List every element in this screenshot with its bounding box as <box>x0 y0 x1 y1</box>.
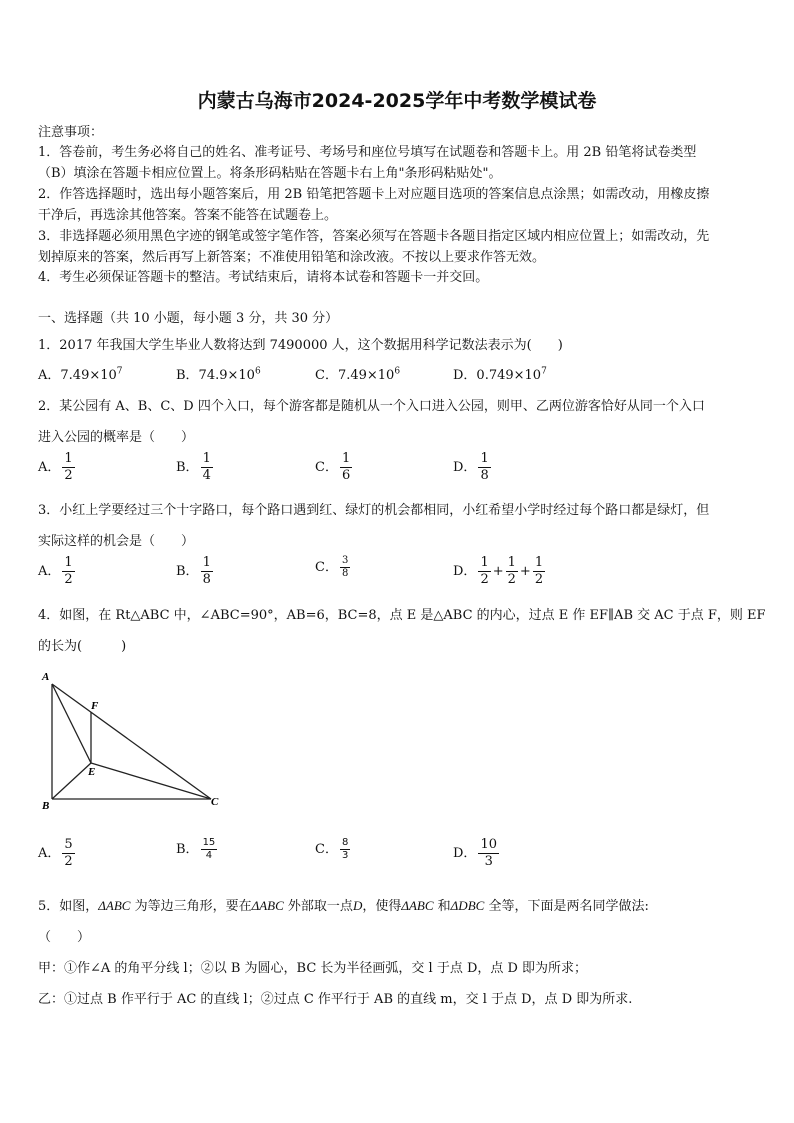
q1-option-a: A．$7.49\times 10^7$ <box>38 366 123 383</box>
notice-heading: 注意事项： <box>38 125 104 140</box>
page-title: 内蒙古乌海市2024-2025学年中考数学模试卷 <box>197 90 597 112</box>
q2-option-d: D． $\frac{1}{8}$ <box>453 451 489 483</box>
question-2-stem: 进入公园的概率是（ ） <box>38 430 195 445</box>
notice-line: 4．考生必须保证答题卡的整洁。考试结束后，请将本试卷和答题卡一并交回。 <box>38 270 489 285</box>
triangle-figure <box>36 668 226 813</box>
notice-line: 划掉原来的答案，然后再写上新答案；不准使用铅笔和涂改液。不按以上要求作答无效。 <box>38 250 546 265</box>
notice-line: 2．作答选择题时，选出每小题答案后，用 2B 铅笔把答题卡上对应题目选项的答案信息点涂黑；如需改动，用橡皮擦 <box>38 187 710 202</box>
question-4-stem: 的长为( ) <box>38 639 127 654</box>
label-a: A <box>42 671 50 683</box>
question-3-stem: 实际这样的机会是（ ） <box>38 534 195 549</box>
q3-option-c: C． $\frac{3}{8}$ <box>315 555 349 579</box>
notice-line: 3．非选择题必须用黑色字迹的钢笔或签字笔作答，答案必须写在答题卡各题目指定区域内相应位置上；如需改动，先 <box>38 229 710 244</box>
q2-option-a: A． $\frac{1}{2}$ <box>38 451 73 483</box>
question-4-stem: 4．如图，在 Rt△ABC 中，∠ABC=90°，AB=6，BC=8，点 E 是△ABC 的内心，过点 E 作 EF∥AB 交 AC 于点 F，则 EF <box>38 608 766 623</box>
question-3-stem: 3．小红上学要经过三个十字路口，每个路口遇到红、绿灯的机会都相同，小红希望小学时经过每个路口都是绿灯，但 <box>38 503 710 518</box>
question-5-stem: 5．如图，ΔABC 为等边三角形，要在ΔABC 外部取一点D，使得ΔABC 和ΔDBC 全等，下面是两名同学做法: <box>38 898 649 914</box>
label-f: F <box>91 700 99 712</box>
q3-option-b: B． $\frac{1}{8}$ <box>176 555 211 587</box>
question-5-method-yi: 乙：①过点 B 作平行于 AC 的直线 l；②过点 C 作平行于 AB 的直线 m，交 l 于点 D，点 D 即为所求. <box>38 992 633 1007</box>
question-5-paren: （ ） <box>38 930 91 945</box>
segment-ce <box>91 763 211 799</box>
section-heading: 一、选择题（共 10 小题，每小题 3 分，共 30 分） <box>38 311 339 326</box>
question-2-stem: 2．某公园有 A、B、C、D 四个入口，每个游客都是随机从一个入口进入公园，则甲、乙两位游客恰好从同一个入口 <box>38 399 705 414</box>
segment-ae <box>52 684 91 763</box>
notice-line: 1．答卷前，考生务必将自己的姓名、准考证号、考场号和座位号填写在试题卷和答题卡上。用 2B 铅笔将试卷类型 <box>38 145 697 160</box>
question-1-stem: 1．2017 年我国大学生毕业人数将达到 7490000 人，这个数据用科学记数法表示为( ) <box>38 338 563 353</box>
label-c: C <box>211 796 219 808</box>
q1-option-c: C．$7.49\times 10^6$ <box>315 366 401 383</box>
q3-option-d: D． $\frac{1}{2}$ + $\frac{1}{2}$ + $\frac{1}{2}$ <box>453 555 544 587</box>
q4-option-a: A． $\frac{5}{2}$ <box>38 837 73 869</box>
q1-option-d: D．$0.749\times 10^7$ <box>453 366 547 383</box>
q1-option-b: B．$74.9\times 10^6$ <box>176 366 261 383</box>
q3-option-a: A． $\frac{1}{2}$ <box>38 555 73 587</box>
label-b: B <box>42 800 50 812</box>
notice-line: （B）填涂在答题卡相应位置上。将条形码粘贴在答题卡右上角"条形码粘贴处"。 <box>38 166 502 181</box>
question-5-method-jia: 甲：①作∠A 的角平分线 l；②以 B 为圆心，BC 长为半径画弧，交 l 于点 D，点 D 即为所求； <box>38 961 588 976</box>
q4-option-d: D． $\frac{10}{3}$ <box>453 837 497 869</box>
label-e: E <box>88 766 96 778</box>
notice-line: 干净后，再选涂其他答案。答案不能答在试题卷上。 <box>38 208 338 223</box>
q2-option-c: C． $\frac{1}{6}$ <box>315 451 351 483</box>
q4-option-b: B． $\frac{15}{4}$ <box>176 837 216 861</box>
segment-be <box>52 763 91 799</box>
q2-option-b: B． $\frac{1}{4}$ <box>176 451 211 483</box>
q4-option-c: C． $\frac{8}{3}$ <box>315 837 349 861</box>
segment-ac <box>52 684 211 799</box>
